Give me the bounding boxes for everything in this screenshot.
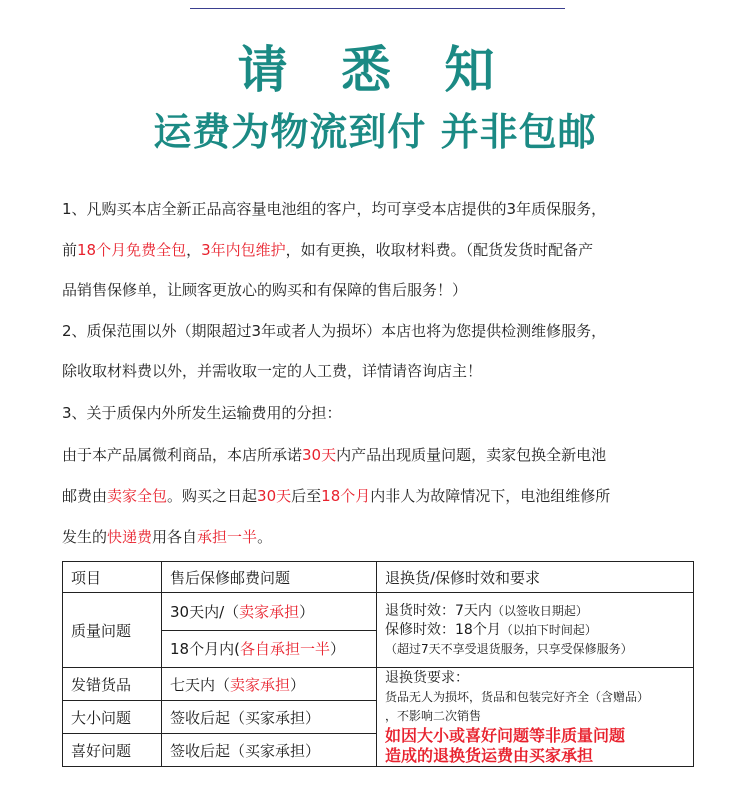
highlight-text: 18个月: [321, 487, 371, 505]
text: 。购买之日起: [167, 487, 258, 505]
cell-timeliness: [377, 593, 694, 668]
service-table: [62, 561, 694, 767]
note-text: （以签收日期起）: [491, 603, 588, 618]
top-divider: [190, 8, 565, 9]
text: 由于本产品属微利商品，本店所承诺: [62, 446, 303, 464]
text: 。: [257, 528, 273, 546]
requirements-line-1: 货品无人为损坏，货品和包装完好齐全（含赠品）: [385, 689, 650, 704]
paragraph-line-6: 3、关于质保内外所发生运输费用的分担：: [62, 404, 342, 422]
paragraph-line-8: [62, 485, 610, 506]
highlight-text: 快递费: [107, 528, 153, 546]
text: 退货时效：7天内: [385, 602, 492, 619]
highlight-text: 卖家承担: [230, 675, 291, 694]
text: ，如有更换，收取材料费。（配货发货时配备产: [285, 241, 594, 259]
page-title: 请 悉 知: [237, 41, 513, 99]
cell-preference: 签收后起（买家承担）: [162, 734, 377, 767]
header-item: 项目: [63, 562, 162, 593]
text: ）: [290, 675, 306, 694]
text: ，: [186, 241, 202, 259]
row-label-size: 大小问题: [63, 701, 162, 734]
row-label-wrong-item: 发错货品: [63, 668, 162, 701]
warranty-note: （超过7天不享受退货服务，只享受保修服务）: [385, 641, 633, 656]
text: 30天内/（: [170, 602, 240, 621]
header-postage: 售后保修邮费问题: [162, 562, 377, 593]
highlight-text: 30天: [302, 446, 337, 464]
highlight-text: 3年内包维护: [201, 241, 286, 259]
paragraph-line-9: [62, 526, 272, 547]
cell-quality-30days: [162, 593, 377, 631]
text: 用各自: [152, 528, 198, 546]
warranty-time: [385, 621, 693, 640]
buyer-pays-notice-2: 造成的退换货运费由买家承担: [385, 745, 594, 765]
paragraph-line-3: 品销售保修单，让顾客更放心的购买和有保障的售后服务！）: [62, 281, 468, 299]
text: 后至: [291, 487, 322, 505]
table-row: [63, 593, 694, 631]
refund-time: [385, 602, 693, 621]
table-header-row: [63, 562, 694, 593]
cell-quality-18months: [162, 630, 377, 668]
highlight-text: 承担一半: [197, 528, 258, 546]
highlight-text: 卖家承担: [239, 602, 300, 621]
paragraph-line-1: 1、凡购买本店全新正品高容量电池组的客户，均可享受本店提供的3年质保服务，: [62, 200, 607, 218]
highlight-text: 各自承担一半: [239, 640, 330, 659]
text: 18个月内(: [170, 640, 240, 659]
paragraph-line-5: 除收取材料费以外，并需收取一定的人工费，详情请咨询店主！: [62, 362, 483, 380]
text: 前: [62, 241, 78, 259]
row-label-preference: 喜好问题: [63, 734, 162, 767]
row-label-quality: 质量问题: [63, 593, 162, 668]
text: 保修时效：18个月: [385, 621, 501, 638]
text: 内非人为故障情况下，电池组维修所: [370, 487, 611, 505]
paragraph-line-7: [62, 444, 606, 465]
text: ）: [329, 640, 345, 659]
highlight-text: 18个月免费全包: [77, 241, 187, 259]
buyer-pays-notice-1: 如因大小或喜好问题等非质量问题: [385, 725, 626, 745]
note-text: （以拍下时间起）: [500, 622, 597, 637]
paragraph-line-2: [62, 239, 593, 260]
cell-wrong-item: [162, 668, 377, 701]
highlight-text: 卖家全包: [107, 487, 168, 505]
page-subtitle: 运费为物流到付 并非包邮: [153, 110, 597, 154]
cell-return-requirements: [377, 668, 694, 767]
cell-size: 签收后起（买家承担）: [162, 701, 377, 734]
text: 邮费由: [62, 487, 108, 505]
text: 七天内（: [170, 675, 231, 694]
paragraph-line-4: 2、质保范围以外（期限超过3年或者人为损坏）本店也将为您提供检测维修服务，: [62, 322, 607, 340]
header-policy: 退换货/保修时效和要求: [377, 562, 694, 593]
text: ）: [299, 602, 315, 621]
text: 内产品出现质量问题，卖家包换全新电池: [336, 446, 607, 464]
highlight-text: 30天: [257, 487, 292, 505]
text: 发生的: [62, 528, 108, 546]
requirements-title: 退换货要求：: [385, 669, 469, 686]
table-row: [63, 668, 694, 701]
requirements-line-2: ，不影响二次销售: [385, 708, 482, 723]
